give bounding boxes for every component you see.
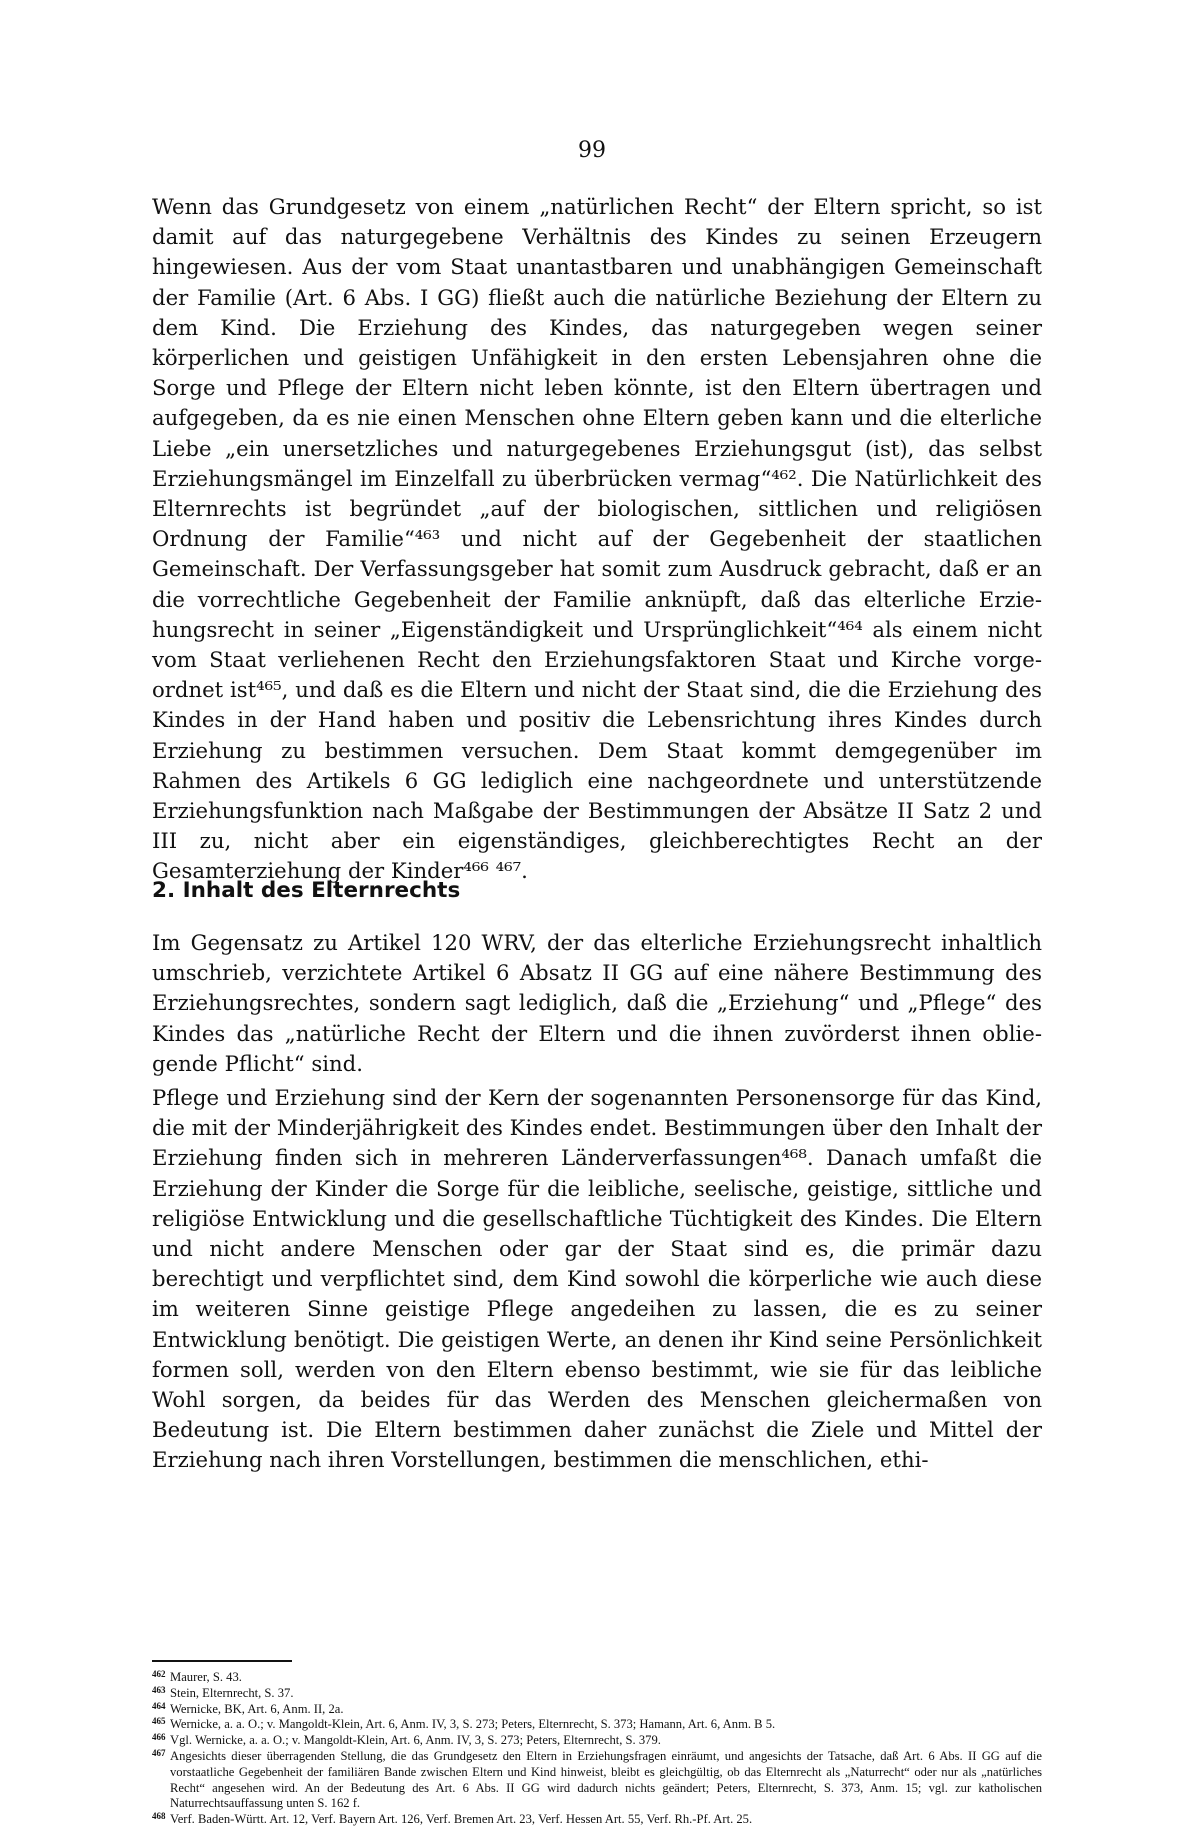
paragraph-natural-right: Wenn das Grundgesetz von einem „natürlichen Recht“ der Eltern spricht, so ist damit auf das naturgegebene Verhältnis des Kindes zu seinen Erzeugern hingewiesen. Aus der vom Staat unantastbaren und unabhängigen Gemeinschaft der Familie (Art. 6 Abs. I GG) fließt auch die natürliche Beziehung der Eltern zu dem Kind. Die Erziehung des Kindes, das naturgegeben wegen seiner körperlichen und geistigen Unfähigkeit in den ersten Lebensjahren ohne die Sorge und Pflege der Eltern nicht leben könnte, ist den Eltern übertragen und aufgegeben, da es nie einen Menschen ohne Eltern geben kann und die elterliche Liebe „ein unersetzliches und naturgegebenes Erziehungsgut (ist), das selbst Erziehungsmängel im Einzelfall zu überbrücken vermag“⁴⁶². Die Natürlichkeit des Elternrechts ist begründet „auf der biologischen, sittlichen und religiösen Ordnung der Familie“⁴⁶³ und nicht auf der Gegebenheit der staatlichen Gemeinschaft. Der Verfassungsgeber hat somit zum Ausdruck gebracht, daß er an die vorrechtliche Gegebenheit der Familie anknüpft, daß das elterliche Erziehungsrecht in seiner „Eigenständigkeit und Ursprünglichkeit“⁴⁶⁴ als einem nicht vom Staat verliehenen Recht den Erziehungsfaktoren Staat und Kirche vorgeordnet ist⁴⁶⁵, und daß es die Eltern und nicht der Staat sind, die die Erziehung des Kindes in der Hand haben und positiv die Lebensrichtung ihres Kindes durch Erziehung zu bestimmen versuchen. Dem Staat kommt demgegenüber im Rahmen des Artikels 6 GG lediglich eine nachgeordnete und unterstützende Erziehungsfunktion nach Maßgabe der Bestimmungen der Absätze II Satz 2 und III zu, nicht aber ein eigenständiges, gleichberechtigtes Recht an der Gesamterziehung der Kinder⁴⁶⁶ ⁴⁶⁷. [152,194,1042,884]
footnote [152,1717,1042,1733]
footnote-text: Angesichts dieser überragenden Stellung, die das Grundgesetz den Eltern in Erziehungsfragen einräumt, und angesichts der Tatsache, daß Art. 6 Abs. II GG auf die vorstaatliche Gegebenheit der familiären Bande zwischen Eltern und Kind hinweist, bleibt es gleichgültig, ob das Elternrecht als „Naturrecht“ oder nur als „natürliches Recht“ angesehen wird. An der Bedeutung des Art. 6 Abs. II GG wird dadurch nichts geändert; Peters, Elternrecht, S. 373, Anm. 15; vgl. zur katholischen Naturrechtsauffassung unten S. 162 f. [170,1748,1042,1811]
footnote-number: 468 [152,1811,166,1822]
footnote-number: 465 [152,1716,166,1727]
footnote-number: 464 [152,1700,166,1711]
footnote [152,1812,1042,1828]
footnote [152,1749,1042,1812]
section-2-body [152,928,1042,1476]
footnote-text: Vgl. Wernicke, a. a. O.; v. Mangoldt-Klein, Art. 6, Anm. IV, 3, S. 273; Peters, Elternrecht, S. 379. [170,1733,661,1748]
footnote-number: 467 [152,1747,166,1758]
footnote [152,1686,1042,1702]
section-heading: 2. Inhalt des Elternrechts [152,878,461,903]
paragraph-care-education: Pflege und Erziehung sind der Kern der sogenannten Personensorge für das Kind, die mit der Minderjährigkeit des Kindes endet. Bestimmungen über den Inhalt der Erziehung finden sich in mehreren Länderverfassungen⁴⁶⁸. Danach umfaßt die Erziehung der Kinder die Sorge für die leibliche, seelische, geistige, sittliche und religiöse Entwicklung und die gesellschaftliche Tüchtigkeit des Kindes. Die Eltern und nicht andere Menschen oder gar der Staat sind es, die primär dazu berechtigt und verpflichtet sind, dem Kind sowohl die körperliche wie auch diese im weiteren Sinne geistige Pflege angedeihen zu lassen, die es zu seiner Entwicklung benötigt. Die geistigen Werte, an denen ihr Kind seine Persönlichkeit formen soll, werden von den Eltern ebenso bestimmt, wie sie für das leibliche Wohl sorgen, da beides für das Werden des Menschen gleichermaßen von Bedeutung ist. Die Eltern bestimmen daher zunächst die Ziele und Mittel der Erziehung nach ihren Vorstellungen, bestimmen die menschlichen, ethi- [152,1085,1042,1473]
footnote-text: Maurer, S. 43. [170,1670,242,1684]
footnote-number: 466 [152,1732,166,1743]
footnote-text: Stein, Elternrecht, S. 37. [170,1685,294,1700]
page-number: 99 [578,138,606,163]
paragraph-content-intro: Im Gegensatz zu Artikel 120 WRV, der das elterliche Erziehungsrecht inhaltlich umschrieb, verzichtete Artikel 6 Absatz II GG auf eine nähere Bestimmung des Erziehungsrechtes, sondern sagt lediglich, daß die „Erziehung“ und „Pflege“ des Kindes das „natürliche Recht der Eltern und die ihnen zuvörderst ihnen obliegende Pflicht“ sind. [152,930,1042,1076]
footnote-number: 463 [152,1684,166,1695]
footnote-text: Wernicke, a. a. O.; v. Mangoldt-Klein, Art. 6, Anm. IV, 3, S. 273; Peters, Elternrecht, S. 373; Hamann, Art. 6, Anm. B 5. [170,1717,776,1732]
footnote [152,1733,1042,1749]
section-1-body [152,192,1042,887]
footnote [152,1670,1042,1686]
footnote [152,1702,1042,1718]
footnote-rule [152,1660,292,1662]
footnote-text: Wernicke, BK, Art. 6, Anm. II, 2a. [170,1701,344,1716]
footnote-number: 462 [152,1669,166,1679]
footnote-text: Verf. Baden-Württ. Art. 12, Verf. Bayern Art. 126, Verf. Bremen Art. 23, Verf. Hessen Art. 55, Verf. Rh.-Pf. Art. 25. [170,1812,753,1827]
footnotes [152,1670,1042,1828]
